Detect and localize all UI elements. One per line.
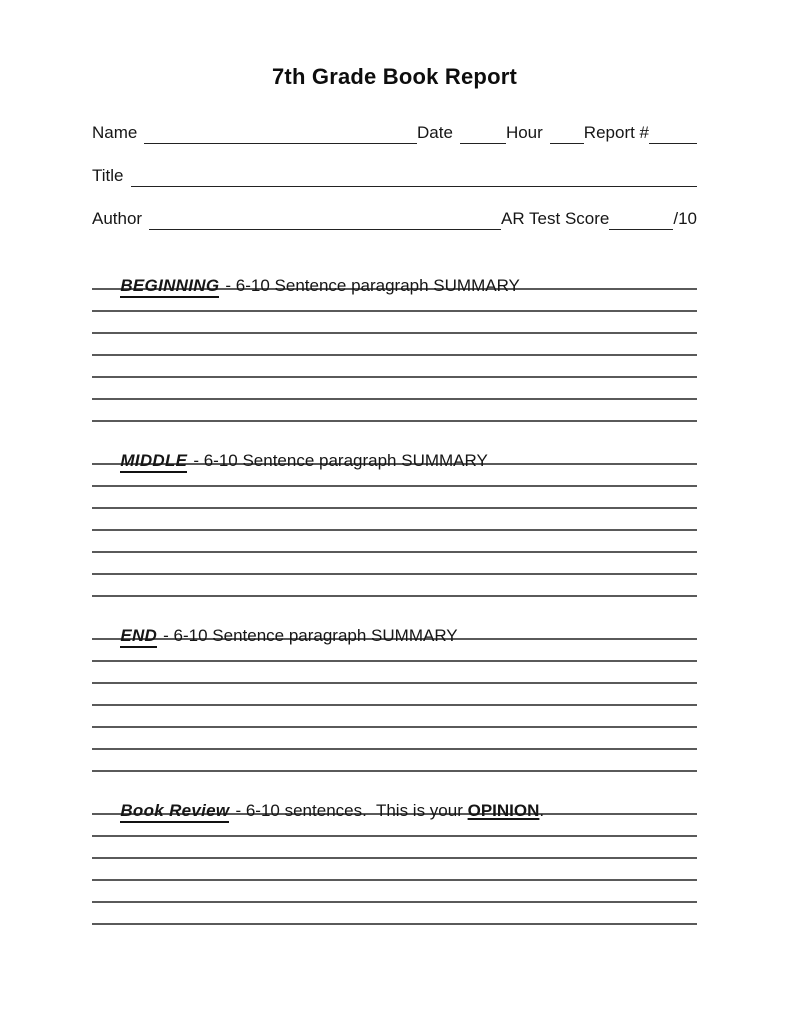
section-heading: END xyxy=(120,625,157,648)
name-label: Name xyxy=(92,123,138,142)
author-blank-line xyxy=(149,203,501,230)
date-label: Date xyxy=(417,123,453,142)
name-date-hour-report-row xyxy=(92,118,697,144)
author-row xyxy=(92,204,697,230)
writing-line xyxy=(92,356,697,378)
report-sections xyxy=(92,250,697,925)
section-description xyxy=(193,451,488,470)
writing-line xyxy=(92,706,697,728)
section-header xyxy=(92,600,697,645)
section-description xyxy=(235,801,544,820)
hour-blank-line xyxy=(550,117,584,144)
writing-line xyxy=(92,312,697,334)
writing-line xyxy=(92,509,697,531)
writing-line xyxy=(92,487,697,509)
writing-line xyxy=(92,859,697,881)
title-row xyxy=(92,161,697,187)
ar-test-score-denominator: /10 xyxy=(673,209,697,228)
section-beginning xyxy=(92,250,697,422)
section-book-review xyxy=(92,775,697,925)
writing-line xyxy=(92,531,697,553)
writing-line xyxy=(92,728,697,750)
section-description-text: - 6-10 sentences. This is your xyxy=(235,801,468,820)
section-heading: MIDDLE xyxy=(120,450,187,473)
section-description-text: - 6-10 Sentence paragraph SUMMARY xyxy=(163,626,458,645)
writing-line xyxy=(92,662,697,684)
section-middle xyxy=(92,425,697,597)
section-header xyxy=(92,250,697,295)
title-label: Title xyxy=(92,166,124,185)
section-end xyxy=(92,600,697,772)
ar-test-score-blank-line xyxy=(609,203,673,230)
hour-label: Hour xyxy=(505,123,543,142)
opinion-emphasis: OPINION xyxy=(467,801,540,820)
report-number-blank-line xyxy=(649,117,697,144)
writing-line xyxy=(92,903,697,925)
writing-line xyxy=(92,334,697,356)
writing-line xyxy=(92,553,697,575)
author-label: Author xyxy=(92,209,143,228)
section-description-text: - 6-10 Sentence paragraph SUMMARY xyxy=(225,276,520,295)
section-heading: Book Review xyxy=(120,800,229,823)
report-number-label: Report # xyxy=(583,123,649,142)
section-header xyxy=(92,775,697,820)
page-title: 7th Grade Book Report xyxy=(271,64,517,89)
section-heading: BEGINNING xyxy=(120,275,219,298)
writing-line xyxy=(92,575,697,597)
writing-line xyxy=(92,750,697,772)
title-blank-line xyxy=(131,160,698,187)
date-blank-line xyxy=(460,117,506,144)
name-blank-line xyxy=(144,117,417,144)
writing-line xyxy=(92,881,697,903)
writing-line xyxy=(92,837,697,859)
ar-test-score-label: AR Test Score xyxy=(501,209,610,228)
section-description-text: - 6-10 Sentence paragraph SUMMARY xyxy=(193,451,488,470)
writing-line xyxy=(92,378,697,400)
section-description xyxy=(163,626,458,645)
section-header xyxy=(92,425,697,470)
section-description-suffix: . xyxy=(539,801,545,820)
section-description xyxy=(225,276,520,295)
writing-line xyxy=(92,684,697,706)
writing-line xyxy=(92,400,697,422)
